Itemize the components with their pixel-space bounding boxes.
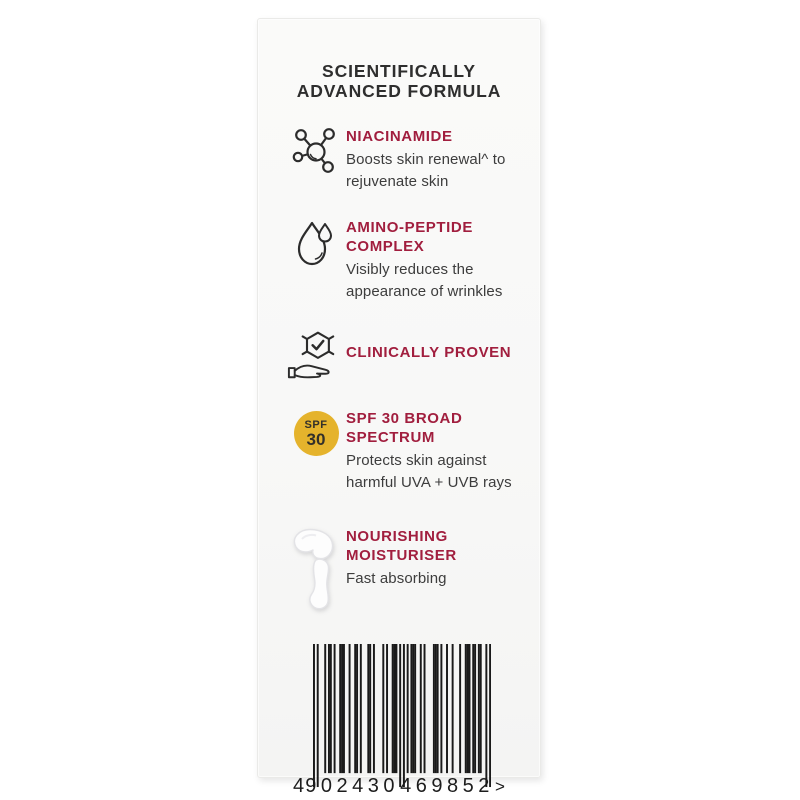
hand-hexagon-check-icon (286, 325, 346, 383)
barcode-digits (293, 776, 505, 797)
barcode-suffix-chevron: > (495, 777, 505, 796)
product-box-back-panel (257, 18, 541, 797)
barcode-left-group: 902430 (305, 775, 400, 797)
section-title: CLINICALLY PROVEN (346, 344, 512, 361)
spf-badge-circle (294, 411, 339, 456)
barcode-right-group: 469852 (400, 775, 494, 797)
section-title: SPF 30 BROAD SPECTRUM (346, 410, 463, 446)
section-niacinamide (258, 127, 540, 193)
spf-badge-label: SPF (304, 418, 328, 431)
ean13-barcode (293, 644, 505, 797)
spf-30-badge (286, 409, 346, 456)
droplet-icon (286, 218, 346, 270)
section-body: Protects skin against harmful UVA + UVB rays (346, 452, 512, 491)
section-spf-30 (258, 409, 540, 494)
spf-badge-number: 30 (306, 429, 326, 449)
panel-header: SCIENTIFICALLY ADVANCED FORMULA (296, 61, 502, 101)
section-body: Visibly reduces the appearance of wrinkles (346, 261, 503, 300)
section-title: NIACINAMIDE (346, 128, 453, 145)
section-title: AMINO-PEPTIDE COMPLEX (346, 219, 473, 255)
section-clinically-proven (258, 325, 540, 383)
cream-swirl-icon (286, 527, 346, 611)
section-amino-peptide (258, 218, 540, 303)
barcode-bars (313, 644, 491, 792)
section-body: Fast absorbing (346, 570, 447, 587)
barcode-first-digit: 4 (293, 775, 305, 797)
section-nourishing-moisturiser (258, 527, 540, 611)
molecule-icon (286, 127, 346, 175)
section-body: Boosts skin renewal^ to rejuvenate skin (346, 151, 506, 190)
section-title: NOURISHING MOISTURISER (346, 528, 457, 564)
